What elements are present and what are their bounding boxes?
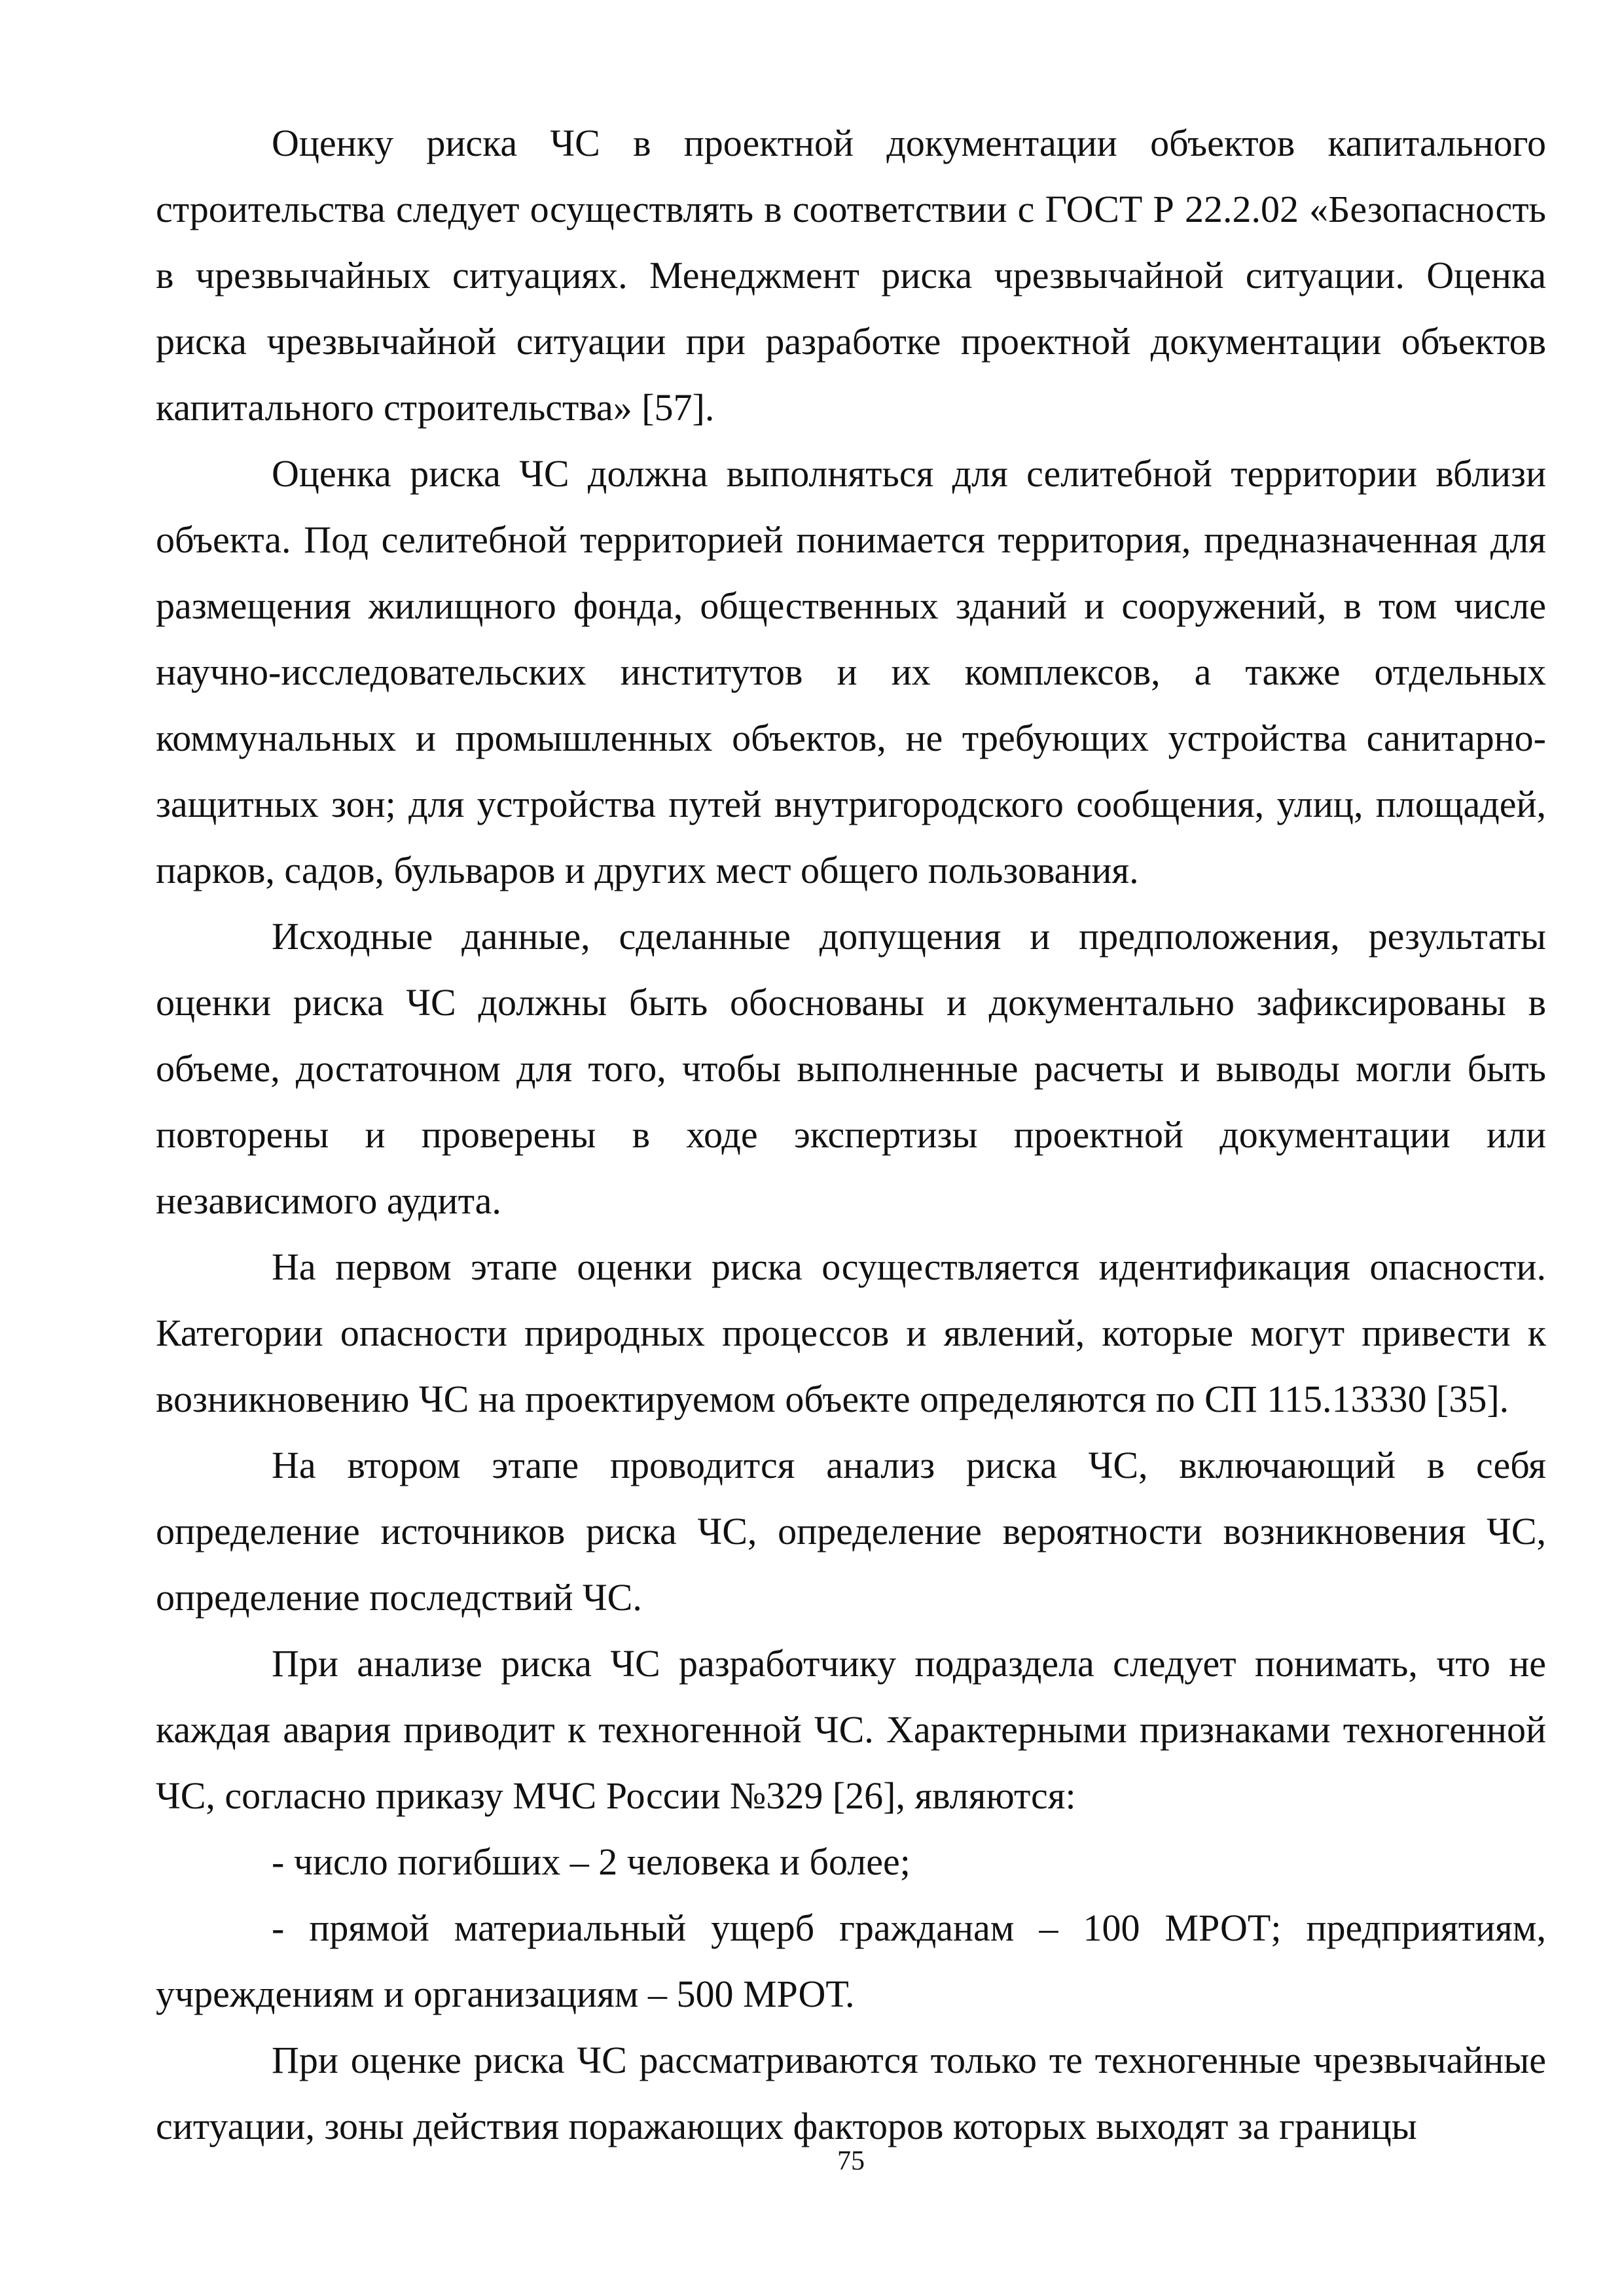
list-item-fatalities: - число погибших – 2 человека и более;	[272, 1840, 911, 1883]
body-text	[156, 110, 1546, 2159]
paragraph-second-stage: На втором этапе проводится анализ риска ЧС, включающий в себя определение источников риска ЧС, определение вероятности возникновения ЧС, определение последствий ЧС.	[156, 1444, 1546, 1619]
paragraph-residential-territory: Оценка риска ЧС должна выполняться для селитебной территории вблизи объекта. Под селитебной территорией понимается территория, предназначенная для размещения жилищного фонда, общественных зданий и сооружений, в том числе научно-исследовательских институтов и их комплексов, а также отдельных коммунальных и промышленных объектов, не требующих устройства санитарно-защитных зон; для устройства путей внутригородского сообщения, улиц, площадей, парков, садов, бульваров и других мест общего пользования.	[156, 452, 1546, 891]
paragraph-first-stage: На первом этапе оценки риска осуществляется идентификация опасности. Категории опасности природных процессов и явлений, которые могут привести к возникновению ЧС на проектируемом объекте определяются по СП 115.13330 [35].	[156, 1246, 1546, 1420]
paragraph-analysis-note: При анализе риска ЧС разработчику подраздела следует понимать, что не каждая авария приводит к техногенной ЧС. Характерными признаками техногенной ЧС, согласно приказу МЧС России №329 [26], являются:	[156, 1642, 1546, 1817]
paragraph-risk-assessment-standard: Оценку риска ЧС в проектной документации объектов капитального строительства следует осуществлять в соответствии с ГОСТ Р 22.2.02 «Безопасность в чрезвычайных ситуациях. Менеджмент риска чрезвычайной ситуации. Оценка риска чрезвычайной ситуации при разработке проектной документации объектов капитального строительства» [57].	[156, 122, 1546, 429]
page-number: 75	[837, 2146, 865, 2176]
list-item-material-damage: - прямой материальный ущерб гражданам – 100 МРОТ; предприятиям, учреждениям и организациям – 500 МРОТ.	[156, 1907, 1546, 2015]
paragraph-input-data: Исходные данные, сделанные допущения и предположения, результаты оценки риска ЧС должны быть обоснованы и документально зафиксированы в объеме, достаточном для того, чтобы выполненные расчеты и выводы могли быть повторены и проверены в ходе экспертизы проектной документации или независимого аудита.	[156, 915, 1546, 1222]
paragraph-technogenic-situations: При оценке риска ЧС рассматриваются только те техногенные чрезвычайные ситуации, зоны действия поражающих факторов которых выходят за границы	[156, 2039, 1546, 2147]
